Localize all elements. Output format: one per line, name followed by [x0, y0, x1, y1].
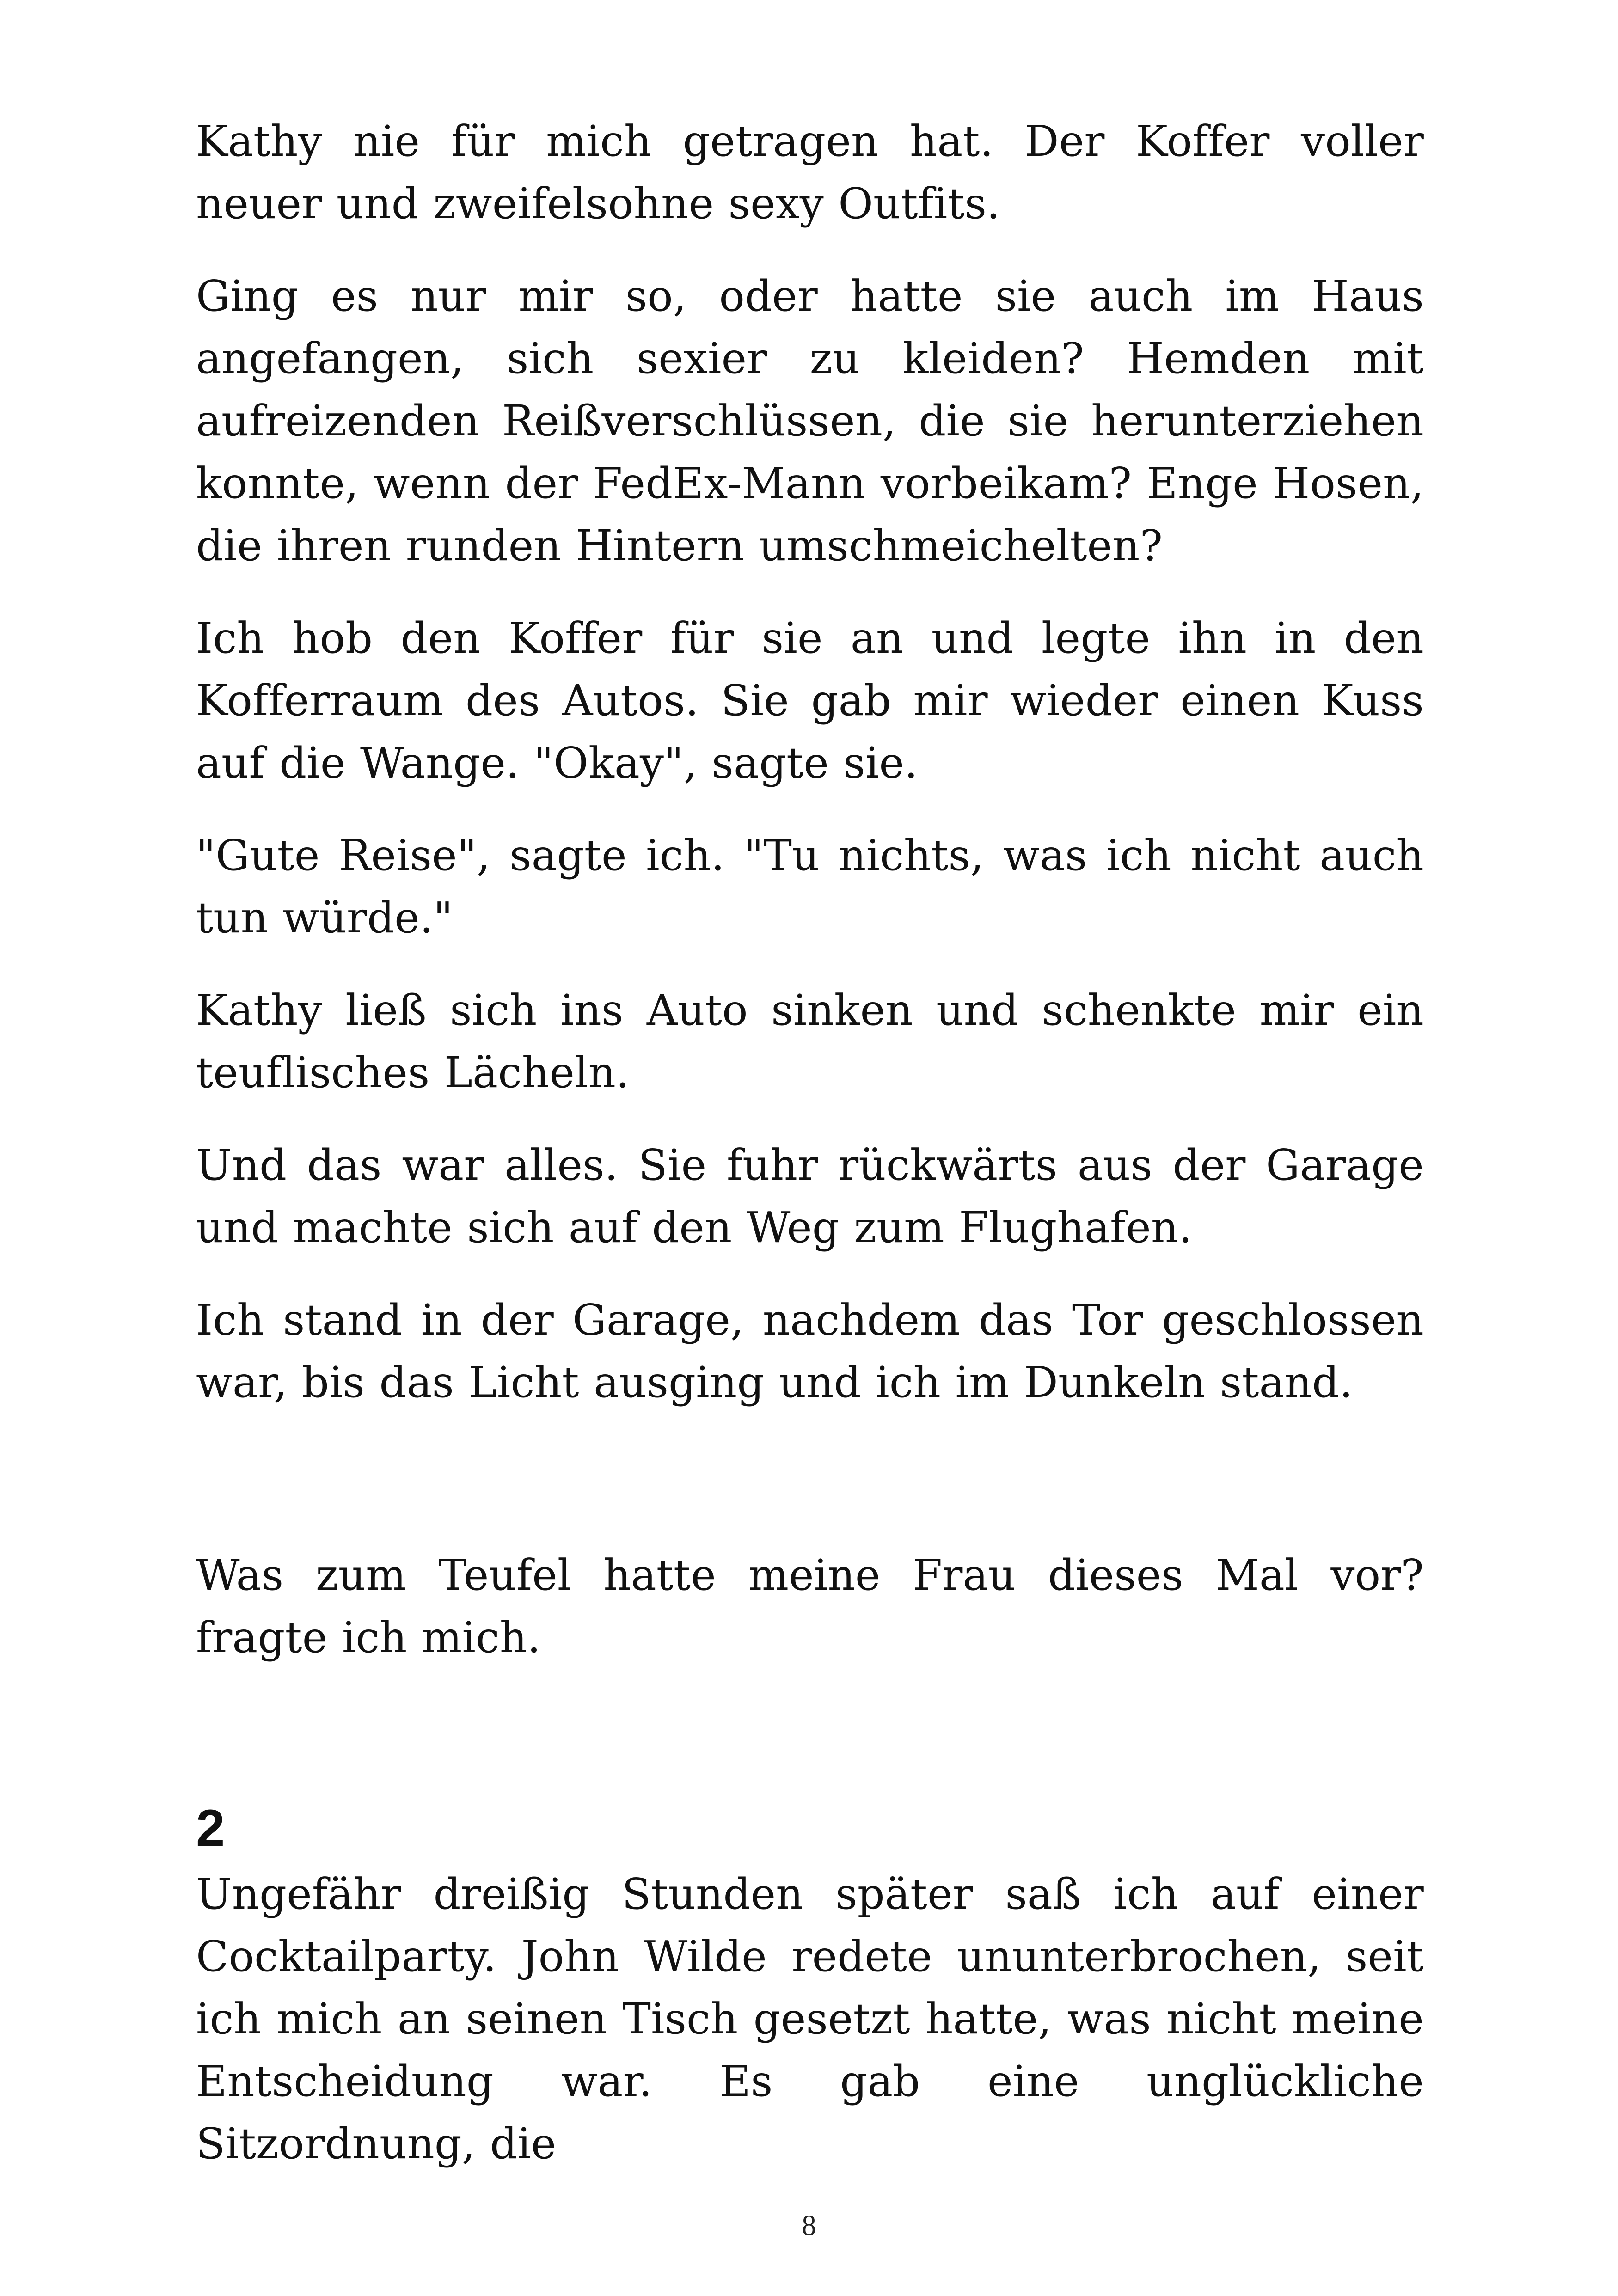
paragraph-6: Und das war alles. Sie fuhr rückwärts aus der Garage und machte sich auf den Weg zum Flughafen. [196, 1140, 1424, 1252]
body-text-isolated [196, 1544, 1424, 1699]
chapter-heading: 2 [196, 1799, 225, 1857]
page-number: 8 [802, 2210, 816, 2241]
paragraph-4: "Gute Reise", sagte ich. "Tu nichts, was ich nicht auch tun würde." [196, 831, 1424, 943]
chapter-paragraph: Ungefähr dreißig Stunden später saß ich auf einer Cocktailparty. John Wilde redete ununterbrochen, seit ich mich an seinen Tisch gesetzt hatte, was nicht meine Entscheidung war. Es gab eine unglückliche Sitzordnung, die [196, 1869, 1424, 2168]
paragraph-isolated: Was zum Teufel hatte meine Frau dieses Mal vor? fragte ich mich. [196, 1550, 1424, 1662]
paragraph-5: Kathy ließ sich ins Auto sinken und schenkte mir ein teuflisches Lächeln. [196, 986, 1424, 1097]
paragraph-3: Ich hob den Koffer für sie an und legte ihn in den Kofferraum des Autos. Sie gab mir wieder einen Kuss auf die Wange. "Okay", sagte sie. [196, 613, 1424, 788]
paragraph-7: Ich stand in der Garage, nachdem das Tor geschlossen war, bis das Licht ausging und ich im Dunkeln stand. [196, 1295, 1424, 1407]
paragraph-2: Ging es nur mir so, oder hatte sie auch im Haus angefangen, sich sexier zu kleiden? Hemden mit aufreizenden Reißverschlüssen, die sie herunterziehen konnte, wenn der FedEx-Mann vorbeikam? Enge Hosen, die ihren runden Hintern umschmeichelten? [196, 271, 1424, 570]
paragraph-1: Kathy nie für mich getragen hat. Der Koffer voller neuer und zweifelsohne sexy Outfits. [196, 116, 1424, 228]
body-text-top [196, 110, 1424, 1444]
chapter-section [196, 1794, 1424, 2205]
